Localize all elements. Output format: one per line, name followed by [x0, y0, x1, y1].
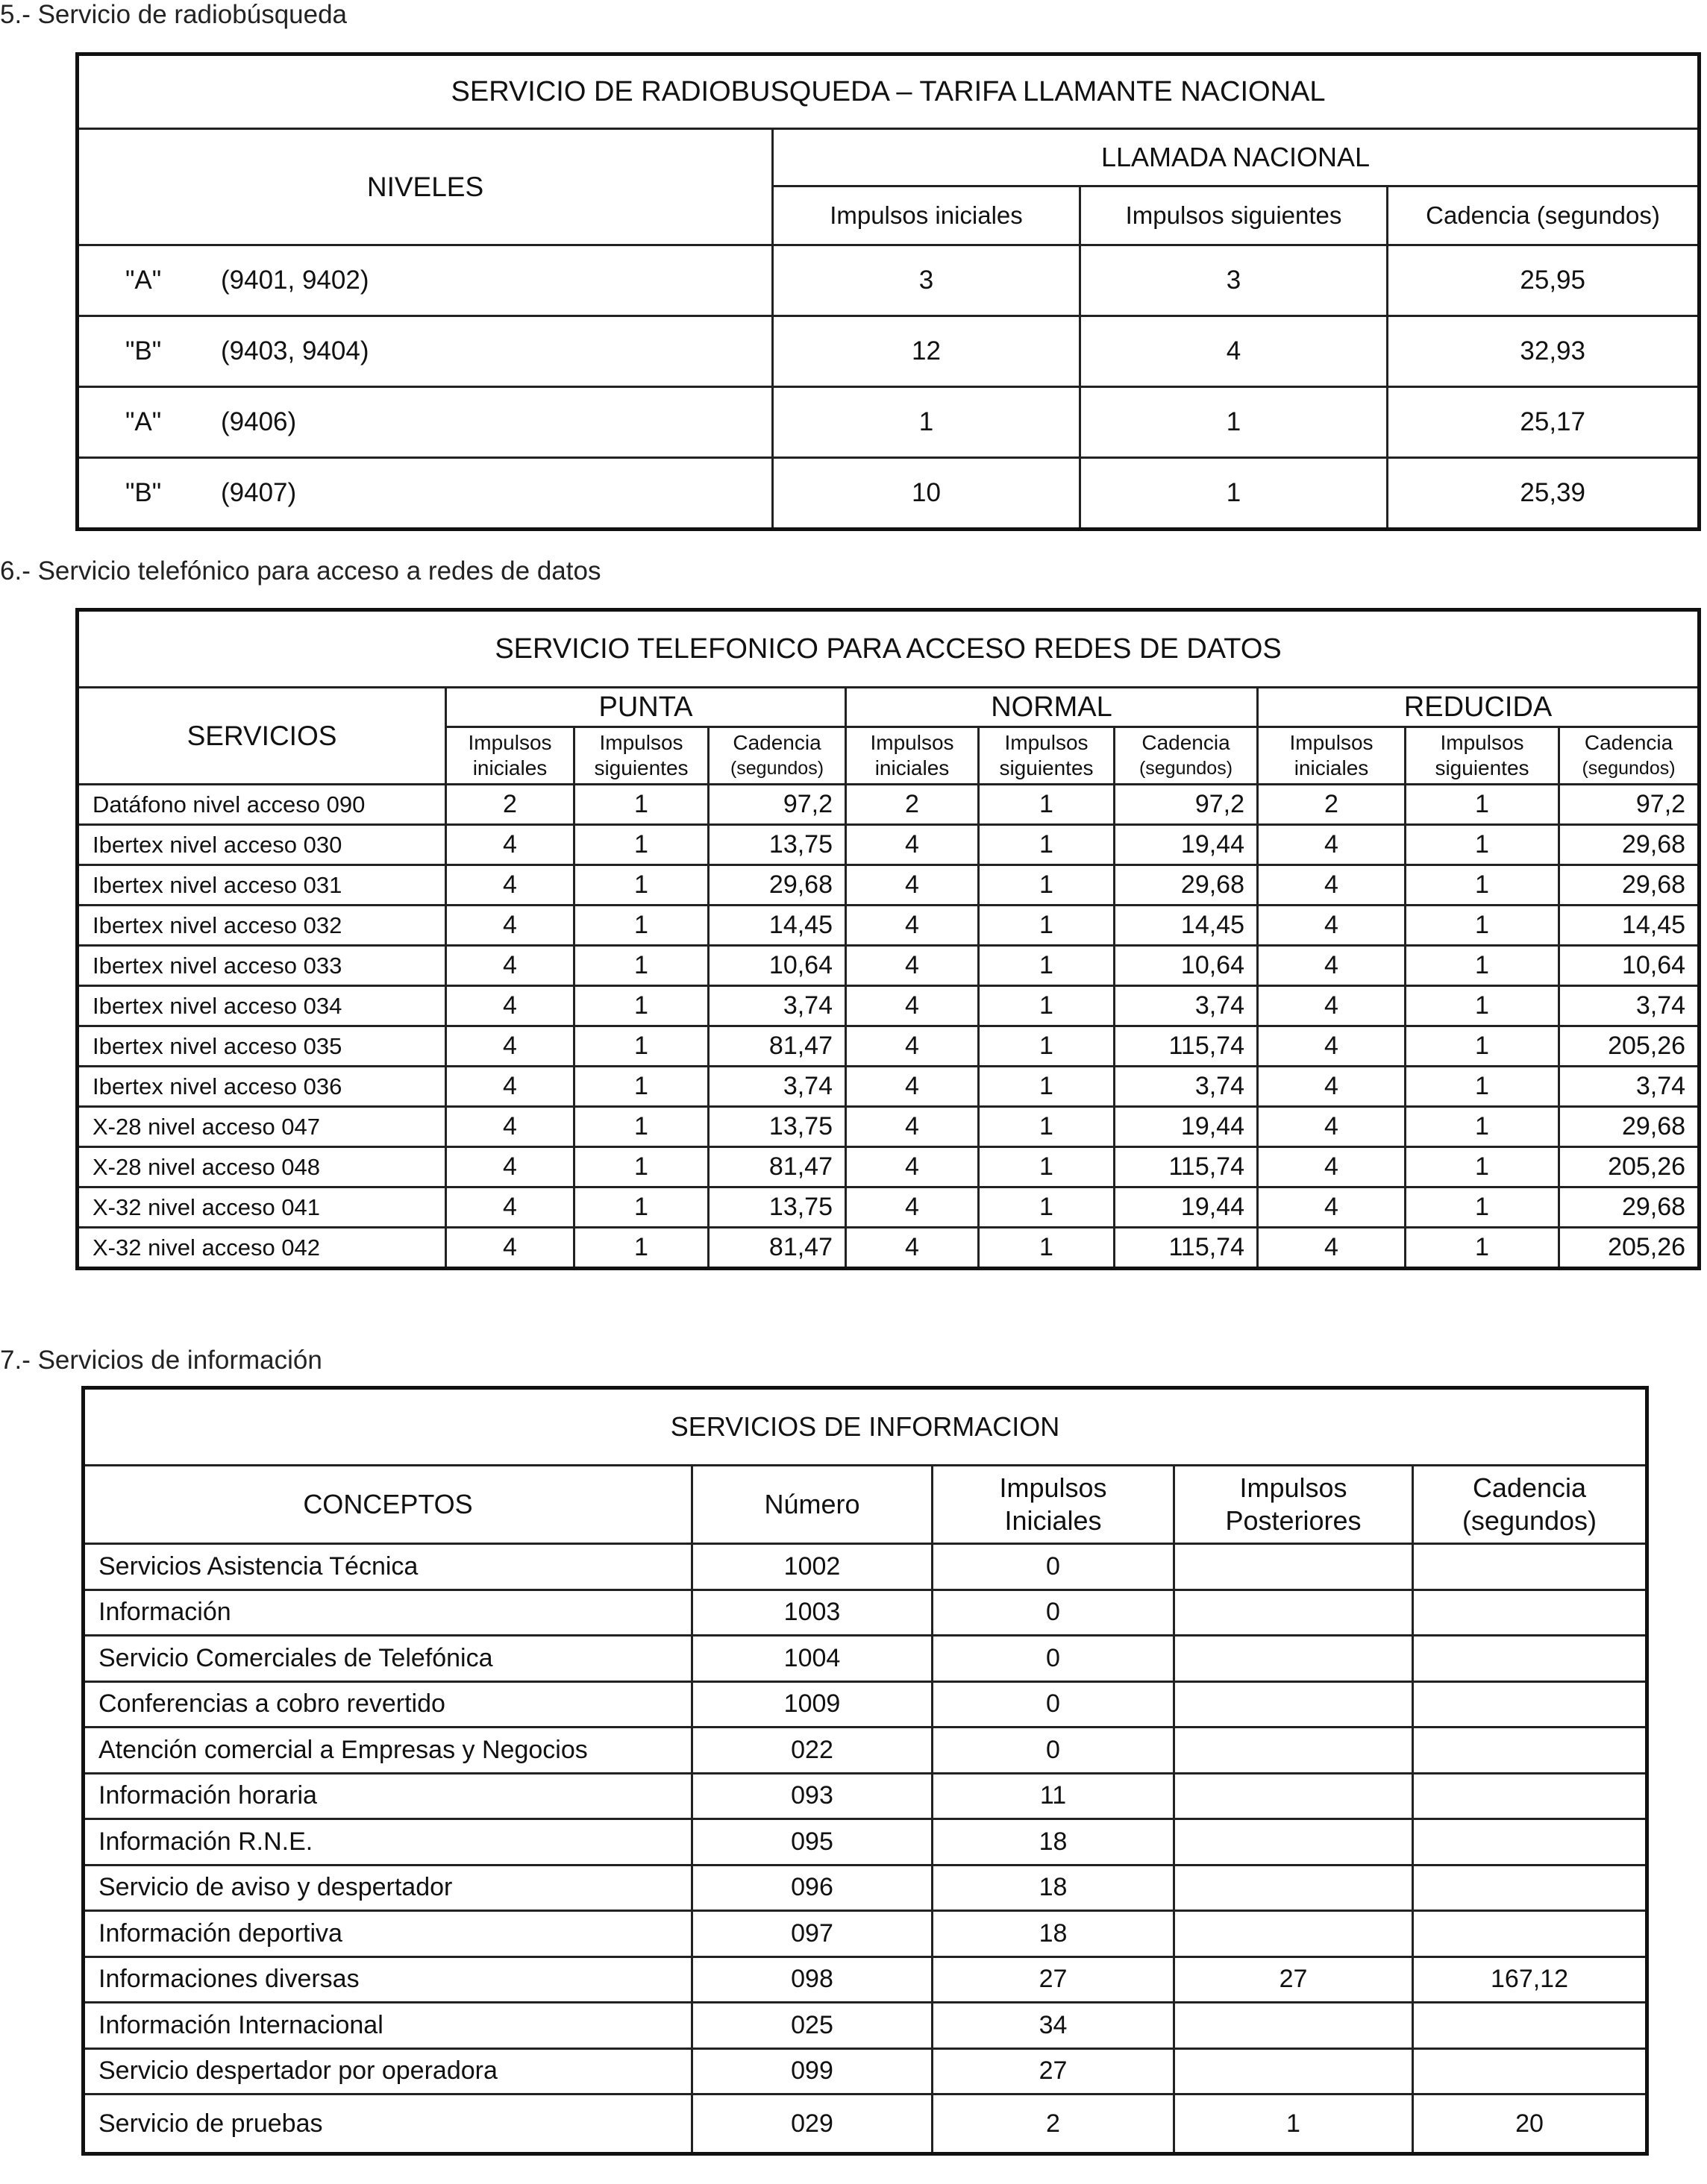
value-cell: 205,26 [1559, 1026, 1700, 1067]
value-cell: 81,47 [709, 1026, 846, 1067]
value-cell: 3,74 [1559, 986, 1700, 1026]
cadencia-cell [1413, 2003, 1647, 2049]
table-row [78, 906, 1700, 946]
value-cell: 10,64 [1559, 946, 1700, 986]
column-header [446, 727, 574, 785]
value-cell: 1 [1406, 1026, 1559, 1067]
value-cell: 2 [1258, 785, 1406, 825]
cadencia-cell [1413, 1911, 1647, 1957]
cadencia-cell [1413, 1819, 1647, 1866]
value-cell: 4 [446, 946, 574, 986]
acceso-redes-datos-table [75, 608, 1701, 1270]
table-row [84, 1590, 1647, 1636]
iniciales-cell: 0 [933, 1636, 1174, 1682]
value-cell: 19,44 [1115, 1187, 1258, 1228]
nivel-cell [78, 245, 773, 316]
value-cell: 4 [1258, 906, 1406, 946]
column-header-line: Impulsos [1440, 731, 1524, 754]
value-cell: 4 [846, 1187, 979, 1228]
niveles-header: NIVELES [78, 129, 773, 245]
concepto-cell: Información Internacional [84, 2003, 692, 2049]
value-cell: 13,75 [709, 1187, 846, 1228]
column-header-line: siguientes [999, 756, 1094, 779]
value-cell: 4 [846, 1026, 979, 1067]
column-header: Impulsos iniciales [773, 186, 1080, 245]
column-header [1174, 1466, 1413, 1544]
concepto-cell: Información R.N.E. [84, 1819, 692, 1866]
value-cell: 1 [1406, 1147, 1559, 1187]
column-header-line: Cadencia [733, 731, 821, 754]
value-cell: 4 [846, 1228, 979, 1269]
nivel-code: "B" [125, 478, 162, 507]
column-header-line: iniciales [472, 756, 548, 779]
value-cell: 1 [979, 1067, 1115, 1107]
column-header [1258, 727, 1406, 785]
value-cell: 4 [1258, 1228, 1406, 1269]
value-cell: 4 [446, 1228, 574, 1269]
value-cell: 4 [846, 865, 979, 906]
column-header [84, 1466, 692, 1544]
value-cell: 10,64 [709, 946, 846, 986]
value-cell: 4 [1258, 1187, 1406, 1228]
iniciales-cell: 18 [933, 1865, 1174, 1911]
cadencia-cell [1413, 1865, 1647, 1911]
value-cell: 14,45 [1115, 906, 1258, 946]
value-cell: 4 [446, 1187, 574, 1228]
value-cell: 4 [446, 825, 574, 865]
table-row [84, 2048, 1647, 2094]
table-caption: SERVICIO TELEFONICO PARA ACCESO REDES DE DATOS [78, 610, 1700, 688]
table-row [78, 316, 1700, 387]
column-header [1406, 727, 1559, 785]
servicio-label: Datáfono nivel acceso 090 [78, 785, 446, 825]
nivel-numbers: (9403, 9404) [221, 336, 369, 365]
value-cell: 10,64 [1115, 946, 1258, 986]
value-cell: 1 [1406, 1187, 1559, 1228]
value-cell: 4 [1258, 1147, 1406, 1187]
column-header [933, 1466, 1174, 1544]
column-header: Cadencia (segundos) [1388, 186, 1700, 245]
servicio-label: Ibertex nivel acceso 035 [78, 1026, 446, 1067]
concepto-cell: Servicios Asistencia Técnica [84, 1544, 692, 1590]
column-header [692, 1466, 933, 1544]
radiobusqueda-table [75, 52, 1701, 531]
numero-cell: 097 [692, 1911, 933, 1957]
table-row [84, 2003, 1647, 2049]
posteriores-cell [1174, 1865, 1413, 1911]
value-cell: 4 [846, 986, 979, 1026]
cadencia-cell [1413, 1773, 1647, 1819]
posteriores-cell [1174, 1728, 1413, 1774]
table-row [84, 1544, 1647, 1590]
value-cell: 4 [1258, 946, 1406, 986]
iniciales-cell: 18 [933, 1819, 1174, 1866]
table-row [78, 825, 1700, 865]
value-cell: 4 [846, 1067, 979, 1107]
numero-cell: 095 [692, 1819, 933, 1866]
value-cell: 1 [1406, 1067, 1559, 1107]
value-cell: 1 [574, 1187, 709, 1228]
servicio-label: Ibertex nivel acceso 030 [78, 825, 446, 865]
value-cell: 1 [979, 1026, 1115, 1067]
table-row [78, 387, 1700, 458]
posteriores-cell [1174, 1681, 1413, 1728]
value-cell: 1 [979, 1107, 1115, 1147]
value-cell: 1 [1406, 865, 1559, 906]
concepto-cell: Conferencias a cobro revertido [84, 1681, 692, 1728]
column-header-line: Iniciales [1004, 1505, 1102, 1536]
value-cell: 1 [574, 865, 709, 906]
table-row [78, 986, 1700, 1026]
column-header-line: Impulsos [1289, 731, 1374, 754]
column-header [1413, 1466, 1647, 1544]
value-cell: 3,74 [709, 986, 846, 1026]
value-cell: 4 [446, 906, 574, 946]
numero-cell: 098 [692, 1957, 933, 2003]
value-cell: 4 [846, 825, 979, 865]
value-cell: 4 [1258, 1026, 1406, 1067]
iniciales-cell: 0 [933, 1728, 1174, 1774]
value-cell: 4 [846, 946, 979, 986]
iniciales-cell: 0 [933, 1544, 1174, 1590]
servicios-informacion-table [81, 1386, 1649, 2156]
table-row [78, 946, 1700, 986]
column-header [709, 727, 846, 785]
table-row [84, 1636, 1647, 1682]
column-header-line: Cadencia [1141, 731, 1230, 754]
column-header: Impulsos siguientes [1080, 186, 1388, 245]
nivel-code: "A" [125, 266, 162, 295]
posteriores-cell: 1 [1174, 2094, 1413, 2154]
table-row [78, 1187, 1700, 1228]
value-cell: 14,45 [709, 906, 846, 946]
value-cell: 3 [1080, 245, 1388, 316]
table-caption: SERVICIOS DE INFORMACION [84, 1388, 1647, 1466]
servicio-label: Ibertex nivel acceso 034 [78, 986, 446, 1026]
servicios-header: SERVICIOS [78, 688, 446, 785]
column-header-line: Impulsos [599, 731, 683, 754]
posteriores-cell [1174, 1636, 1413, 1682]
cadencia-cell: 167,12 [1413, 1957, 1647, 2003]
value-cell: 29,68 [1115, 865, 1258, 906]
iniciales-cell: 0 [933, 1681, 1174, 1728]
posteriores-cell [1174, 2003, 1413, 2049]
value-cell: 1 [1406, 906, 1559, 946]
value-cell: 1 [979, 825, 1115, 865]
iniciales-cell: 0 [933, 1590, 1174, 1636]
group-header-reducida: REDUCIDA [1258, 688, 1700, 727]
column-header-line: siguientes [1435, 756, 1529, 779]
table-row [84, 2094, 1647, 2154]
table-row [78, 1107, 1700, 1147]
value-cell: 4 [1080, 316, 1388, 387]
value-cell: 25,17 [1388, 387, 1700, 458]
numero-cell: 1009 [692, 1681, 933, 1728]
table-row [78, 785, 1700, 825]
section-7-heading: 7.- Servicios de información [0, 1346, 322, 1375]
value-cell: 1 [773, 387, 1080, 458]
numero-cell: 096 [692, 1865, 933, 1911]
value-cell: 97,2 [1559, 785, 1700, 825]
value-cell: 4 [446, 1026, 574, 1067]
value-cell: 1 [574, 986, 709, 1026]
servicio-label: Ibertex nivel acceso 032 [78, 906, 446, 946]
posteriores-cell [1174, 1911, 1413, 1957]
column-header [1559, 727, 1700, 785]
value-cell: 10 [773, 458, 1080, 530]
table-row [78, 245, 1700, 316]
nivel-code: "A" [125, 407, 162, 436]
servicio-label: X-32 nivel acceso 042 [78, 1228, 446, 1269]
value-cell: 1 [574, 906, 709, 946]
value-cell: 4 [446, 865, 574, 906]
table-row [78, 458, 1700, 530]
column-header [846, 727, 979, 785]
value-cell: 25,39 [1388, 458, 1700, 530]
value-cell: 205,26 [1559, 1147, 1700, 1187]
concepto-cell: Información [84, 1590, 692, 1636]
column-header-line: Cadencia [1472, 1472, 1587, 1503]
value-cell: 1 [979, 1147, 1115, 1187]
value-cell: 4 [1258, 1107, 1406, 1147]
table-row [78, 1147, 1700, 1187]
value-cell: 3,74 [1115, 1067, 1258, 1107]
value-cell: 1 [574, 825, 709, 865]
group-header-normal: NORMAL [846, 688, 1258, 727]
table-row [84, 1728, 1647, 1774]
value-cell: 115,74 [1115, 1228, 1258, 1269]
column-header-line: Impulsos [1004, 731, 1089, 754]
value-cell: 19,44 [1115, 1107, 1258, 1147]
value-cell: 1 [574, 946, 709, 986]
value-cell: 29,68 [1559, 825, 1700, 865]
column-header-line: Impulsos [1239, 1472, 1347, 1503]
section-6-heading: 6.- Servicio telefónico para acceso a redes de datos [0, 556, 601, 586]
value-cell: 14,45 [1559, 906, 1700, 946]
servicio-label: Ibertex nivel acceso 033 [78, 946, 446, 986]
value-cell: 3 [773, 245, 1080, 316]
value-cell: 4 [846, 1107, 979, 1147]
column-header-line: siguientes [594, 756, 689, 779]
value-cell: 1 [1406, 1107, 1559, 1147]
column-header-line: (segundos) [1582, 758, 1676, 779]
value-cell: 12 [773, 316, 1080, 387]
value-cell: 1 [1406, 1228, 1559, 1269]
value-cell: 1 [1406, 825, 1559, 865]
servicio-label: X-28 nivel acceso 047 [78, 1107, 446, 1147]
servicio-label: X-32 nivel acceso 041 [78, 1187, 446, 1228]
numero-cell: 1003 [692, 1590, 933, 1636]
numero-cell: 025 [692, 2003, 933, 2049]
value-cell: 29,68 [1559, 1187, 1700, 1228]
value-cell: 4 [446, 986, 574, 1026]
group-header-punta: PUNTA [446, 688, 846, 727]
section-5-heading: 5.- Servicio de radiobúsqueda [0, 0, 348, 29]
column-header-line: Impulsos [468, 731, 552, 754]
iniciales-cell: 11 [933, 1773, 1174, 1819]
value-cell: 1 [979, 906, 1115, 946]
numero-cell: 1002 [692, 1544, 933, 1590]
value-cell: 1 [1406, 946, 1559, 986]
value-cell: 3,74 [1115, 986, 1258, 1026]
iniciales-cell: 2 [933, 2094, 1174, 2154]
value-cell: 115,74 [1115, 1026, 1258, 1067]
value-cell: 25,95 [1388, 245, 1700, 316]
column-header-line: (segundos) [1138, 758, 1233, 779]
value-cell: 4 [1258, 825, 1406, 865]
value-cell: 1 [574, 1147, 709, 1187]
value-cell: 3,74 [1559, 1067, 1700, 1107]
table-row [84, 1681, 1647, 1728]
numero-cell: 093 [692, 1773, 933, 1819]
value-cell: 2 [846, 785, 979, 825]
iniciales-cell: 27 [933, 2048, 1174, 2094]
nivel-cell [78, 458, 773, 530]
value-cell: 29,68 [709, 865, 846, 906]
concepto-cell: Información deportiva [84, 1911, 692, 1957]
column-header-line: iniciales [1294, 756, 1369, 779]
value-cell: 32,93 [1388, 316, 1700, 387]
concepto-cell: Servicio de aviso y despertador [84, 1865, 692, 1911]
concepto-cell: Atención comercial a Empresas y Negocios [84, 1728, 692, 1774]
value-cell: 1 [979, 1187, 1115, 1228]
numero-cell: 022 [692, 1728, 933, 1774]
value-cell: 4 [446, 1067, 574, 1107]
table-row [84, 1865, 1647, 1911]
posteriores-cell [1174, 2048, 1413, 2094]
table-row [78, 1067, 1700, 1107]
table-row [84, 1911, 1647, 1957]
column-header [1115, 727, 1258, 785]
numero-cell: 1004 [692, 1636, 933, 1682]
nivel-numbers: (9407) [221, 478, 297, 507]
posteriores-cell [1174, 1590, 1413, 1636]
value-cell: 4 [446, 1107, 574, 1147]
posteriores-cell: 27 [1174, 1957, 1413, 2003]
concepto-cell: Servicio Comerciales de Telefónica [84, 1636, 692, 1682]
concepto-cell: Servicio despertador por operadora [84, 2048, 692, 2094]
column-header-line: Impulsos [999, 1472, 1107, 1503]
value-cell: 97,2 [1115, 785, 1258, 825]
column-header-line: Cadencia [1584, 731, 1673, 754]
value-cell: 1 [574, 1067, 709, 1107]
value-cell: 1 [574, 1026, 709, 1067]
nivel-numbers: (9401, 9402) [221, 266, 369, 295]
cadencia-cell: 20 [1413, 2094, 1647, 2154]
nivel-cell [78, 387, 773, 458]
cadencia-cell [1413, 1544, 1647, 1590]
value-cell: 1 [979, 785, 1115, 825]
value-cell: 1 [979, 946, 1115, 986]
table-row [84, 1819, 1647, 1866]
iniciales-cell: 27 [933, 1957, 1174, 2003]
cadencia-cell [1413, 1590, 1647, 1636]
column-header-line: Posteriores [1225, 1505, 1362, 1536]
concepto-cell: Informaciones diversas [84, 1957, 692, 2003]
column-header-line: Impulsos [870, 731, 954, 754]
iniciales-cell: 34 [933, 2003, 1174, 2049]
value-cell: 4 [846, 906, 979, 946]
value-cell: 115,74 [1115, 1147, 1258, 1187]
table-row [84, 1773, 1647, 1819]
value-cell: 4 [446, 1147, 574, 1187]
value-cell: 1 [979, 865, 1115, 906]
posteriores-cell [1174, 1544, 1413, 1590]
value-cell: 1 [574, 1107, 709, 1147]
cadencia-cell [1413, 1636, 1647, 1682]
cadencia-cell [1413, 1681, 1647, 1728]
value-cell: 13,75 [709, 1107, 846, 1147]
column-header-line: CONCEPTOS [303, 1489, 473, 1519]
value-cell: 4 [1258, 986, 1406, 1026]
value-cell: 97,2 [709, 785, 846, 825]
nivel-code: "B" [125, 336, 162, 365]
servicio-label: Ibertex nivel acceso 031 [78, 865, 446, 906]
table-row [78, 865, 1700, 906]
value-cell: 81,47 [709, 1147, 846, 1187]
table-row [78, 1228, 1700, 1269]
cadencia-cell [1413, 1728, 1647, 1774]
value-cell: 1 [574, 785, 709, 825]
value-cell: 29,68 [1559, 1107, 1700, 1147]
column-header-line: iniciales [874, 756, 950, 779]
servicio-label: X-28 nivel acceso 048 [78, 1147, 446, 1187]
table-row [78, 1026, 1700, 1067]
numero-cell: 029 [692, 2094, 933, 2154]
value-cell: 1 [574, 1228, 709, 1269]
value-cell: 4 [1258, 1067, 1406, 1107]
value-cell: 13,75 [709, 825, 846, 865]
group-header: LLAMADA NACIONAL [773, 129, 1700, 186]
value-cell: 4 [1258, 865, 1406, 906]
servicio-label: Ibertex nivel acceso 036 [78, 1067, 446, 1107]
value-cell: 1 [1406, 785, 1559, 825]
value-cell: 1 [979, 1228, 1115, 1269]
iniciales-cell: 18 [933, 1911, 1174, 1957]
value-cell: 1 [1080, 458, 1388, 530]
value-cell: 81,47 [709, 1228, 846, 1269]
posteriores-cell [1174, 1773, 1413, 1819]
table-row [84, 1957, 1647, 2003]
value-cell: 2 [446, 785, 574, 825]
column-header [979, 727, 1115, 785]
column-header-line: (segundos) [1462, 1505, 1597, 1536]
numero-cell: 099 [692, 2048, 933, 2094]
value-cell: 4 [846, 1147, 979, 1187]
nivel-numbers: (9406) [221, 407, 297, 436]
nivel-cell [78, 316, 773, 387]
value-cell: 1 [1406, 986, 1559, 1026]
value-cell: 19,44 [1115, 825, 1258, 865]
value-cell: 1 [979, 986, 1115, 1026]
concepto-cell: Servicio de pruebas [84, 2094, 692, 2154]
value-cell: 3,74 [709, 1067, 846, 1107]
value-cell: 205,26 [1559, 1228, 1700, 1269]
concepto-cell: Información horaria [84, 1773, 692, 1819]
posteriores-cell [1174, 1819, 1413, 1866]
value-cell: 1 [1080, 387, 1388, 458]
column-header-line: (segundos) [730, 758, 824, 779]
cadencia-cell [1413, 2048, 1647, 2094]
value-cell: 29,68 [1559, 865, 1700, 906]
table-caption: SERVICIO DE RADIOBUSQUEDA – TARIFA LLAMANTE NACIONAL [78, 54, 1700, 129]
column-header [574, 727, 709, 785]
column-header-line: Número [764, 1489, 860, 1519]
